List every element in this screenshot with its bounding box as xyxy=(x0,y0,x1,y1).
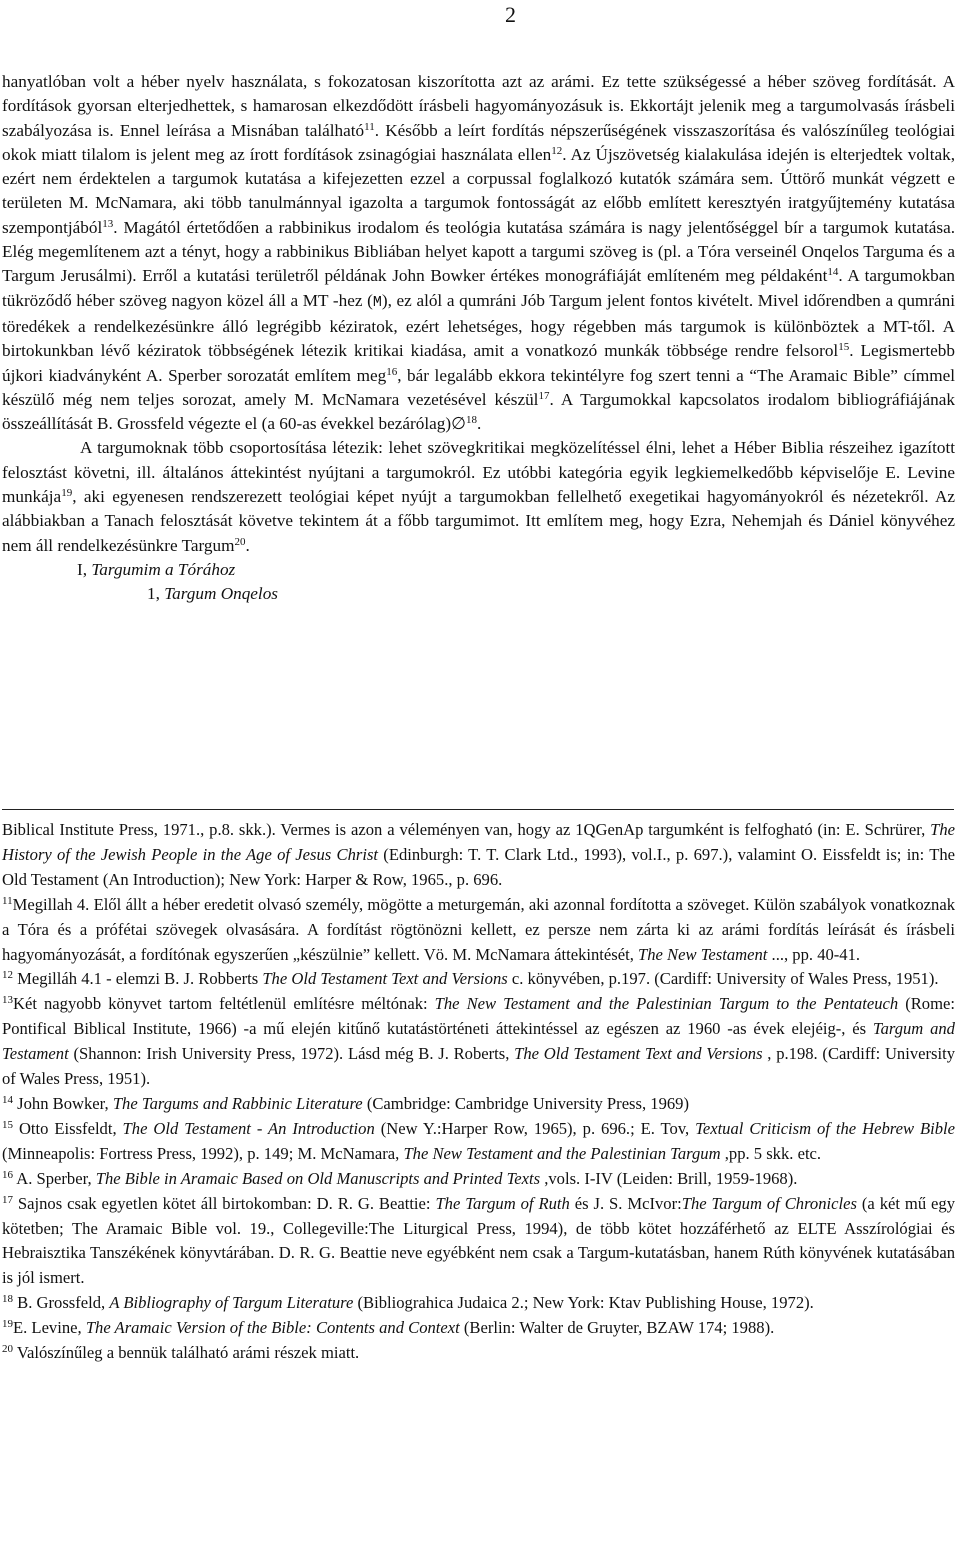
text-run: (New Y.:Harper Row, 1965), p. 696.; E. Tov, xyxy=(374,1118,696,1138)
footnote-ref-20[interactable]: 20 xyxy=(234,535,246,548)
footnote-ref-12[interactable]: 12 xyxy=(551,144,563,157)
book-title: The Targum of Ruth xyxy=(435,1193,570,1213)
book-title: Textual Criticism of the Hebrew Bible xyxy=(695,1118,955,1138)
book-title: The Old Testament Text and Versions xyxy=(514,1044,763,1064)
footnote-15 xyxy=(2,1117,955,1167)
text-run: hanyatlóban volt a héber nyelv használata, s fokozatosan kiszorította azt az arámi. Ez tette szükségessé a héber szöveg fordítását. A fordítások gyorsan elterjedhettek, s hamarosan elkezdődött írásbeli hagyományozásuk is. Ekkortájt jelenik meg a targumolvasás írásbeli szabályozása is. Ennel leírása a Misnában található xyxy=(2,72,955,140)
paragraph-1 xyxy=(2,70,955,436)
book-title: The Targums and Rabbinic Literature xyxy=(112,1093,363,1113)
text-run: Sajnos csak egyetlen kötet áll birtokomban: D. R. G. Beattie: xyxy=(13,1193,436,1213)
text-run: c. könyvében, p.197. (Cardiff: University of Wales Press, 1951). xyxy=(507,969,939,989)
text-run: Megilláh 4.1 - elemzi B. J. Robberts xyxy=(13,969,263,989)
section-heading xyxy=(2,558,955,582)
book-title: A Bibliography of Targum Literature xyxy=(109,1293,354,1313)
footnote-continuation xyxy=(2,818,955,893)
book-title: The Old Testament - An Introduction xyxy=(122,1118,375,1138)
page-number: 2 xyxy=(505,2,516,27)
footnote-ref-16[interactable]: 16 xyxy=(386,365,398,378)
text-run: John Bowker, xyxy=(13,1093,113,1113)
text-run: A targumoknak több csoportosítása létezik: lehet szövegkritikai megközelítéssel élni, lehet a Héber Biblia részeihez igazított felosztást követni, ill. általános áttekintést nyújtani a targumokról. Ez utóbbi kategória egyik legkiemelkedőbb képviselője E. Levine munkája xyxy=(2,438,955,507)
footnote-ref-17[interactable]: 17 xyxy=(538,389,550,402)
footnote-13 xyxy=(2,992,955,1092)
text-run: . Később a leírt fordítás népszerűségének visszaszorítása és valószínűleg teológiai okok miatt tilalom is jelent meg az írott fordítások zsinagógiai használata ellen xyxy=(2,120,955,164)
footnote-12 xyxy=(2,967,955,992)
footnote-number: 15 xyxy=(2,1118,13,1131)
footnote-separator xyxy=(2,809,954,810)
text-run: (Minneapolis: Fortress Press, 1992), p. 149; M. McNamara, xyxy=(2,1143,404,1163)
footnote-18 xyxy=(2,1291,955,1316)
footnote-17 xyxy=(2,1192,955,1292)
heading-title: Targum Onqelos xyxy=(164,584,278,604)
text-run: ), ez alól a qumráni Jób Targum jelent fontos kivételt. Mivel időrendben a qumráni töredékek a rendelkezésünkre álló legrégibb kéziratok, ezért lehetséges, hogy régebben más targumok is különböztek a MT-től. A birtokunkban lévő kéziratok többségének létezik kritikai kiadása, amit a vonatkozó munkák többsége rendre felsorol xyxy=(2,290,956,361)
heading-number: I, xyxy=(77,559,92,579)
text-run: A. Sperber, xyxy=(13,1168,96,1188)
text-run: . Az Újszövetség kialakulása idején is elterjedtek voltak, ezért nem érdektelen a targumok kutatása a kifejezetten ezzel a corpussal foglalkozó kutatók számára sem. Úttörő munkát végzett e területen M. McNamara, aki több tanulmánnyal igazolta a targumok fontosságát az előbb említett keresztyén iratgyűjtemény kutatása szempontjából xyxy=(2,144,955,237)
footnote-number: 13 xyxy=(2,994,13,1007)
text-run: . A targumokban tükröződő héber szöveg nagyon közel áll a MT -hez ( xyxy=(2,266,955,310)
text-run: , aki egyenesen rendszerezett teológiai képet nyújt a targumokban fellelhető exegetikai hagyományokról és nézetekről. Az alábbiakban a Tanach felosztását követve tekintem át a főbb targumimot. Itt említem meg, hogy Ezra, Nehemjah és Dániel könyvéhez nem áll rendelkezésünkre Targum xyxy=(2,487,955,555)
footnote-20 xyxy=(2,1341,955,1366)
text-run: (a két mű egy kötetben; The Aramaic Bible vol. 19., Collegeville:The Liturgical Press, 1994), de több kötet hozzáférhető az ELTE Asszírológiai és Hebraisztika Tanszékének könyvtárában. D. R. G. Beattie neve egyébként nem csak a Targum-kutatásban, hanem Rúth könyvének kutatásában is jól ismert. xyxy=(2,1193,956,1288)
footnote-ref-14[interactable]: 14 xyxy=(827,266,839,279)
book-title: The Aramaic Version of the Bible: Contents and Context xyxy=(85,1318,460,1338)
text-run: Két nagyobb könyvet tartom feltétlenül említésre méltónak: xyxy=(13,994,435,1014)
text-run: . Legismertebb újkori kiadványként A. Sperber sorozatát említem meg xyxy=(2,341,955,385)
book-title: The Bible in Aramaic Based on Old Manuscripts and Printed Texts xyxy=(95,1168,541,1188)
footnote-14 xyxy=(2,1092,955,1117)
text-run: (Edinburgh: T. T. Clark Ltd., 1993), vol.I., p. 697.), valamint O. Eissfeldt is; in: The Old Testament (An Introduction); New York: Harper & Row, 1965., p. 696. xyxy=(2,844,955,889)
footnote-ref-15[interactable]: 15 xyxy=(838,341,850,354)
footnote-16 xyxy=(2,1167,955,1192)
text-run: (Cambridge: Cambridge University Press, 1969) xyxy=(362,1093,689,1113)
text-run: (Shannon: Irish University Press, 1972). Lásd még B. J. Roberts, xyxy=(68,1044,515,1064)
footnote-number: 12 xyxy=(2,969,13,982)
footnote-number: 20 xyxy=(2,1343,13,1356)
footnote-number: 18 xyxy=(2,1293,13,1306)
text-run: E. Levine, xyxy=(13,1318,86,1338)
text-run: (Bibliograhica Judaica 2.; New York: Ktav Publishing House, 1972). xyxy=(353,1293,814,1313)
text-run: Megillah 4. Elől állt a héber eredetit olvasó személy, mögötte a meturgemán, aki azonnal fordította a szöveget. Külön szabályok vonatkoznak a Tóra és a prófétai szövegek olvasására. A fordítást rögtönözni kellett, ez persze nem zárta ki az arámi fordítás leírását és írásbeli hagyományozását, a fordítónak egyszerűen „készülnie” kellett. Vö. M. McNamara áttekintését, xyxy=(2,894,955,964)
book-title: Targum and Testament xyxy=(2,1019,955,1064)
footnote-number: 19 xyxy=(2,1318,13,1331)
subsection-heading xyxy=(2,582,955,606)
book-title: The Targum of Chronicles xyxy=(681,1193,857,1213)
footnote-number: 16 xyxy=(2,1168,13,1181)
text-run: és J. S. McIvor: xyxy=(569,1193,682,1213)
text-run: ,vols. I-IV (Leiden: Brill, 1959-1968). xyxy=(540,1168,798,1188)
footnote-ref-13[interactable]: 13 xyxy=(102,217,114,230)
text-run: . Magától értetődően a rabbinikus irodalom és teológia kutatása számára is nagy jelentőséggel bír a targumok kutatása. Elég megemlítenem azt a tényt, hogy a rabbinikus Bibliában helyet kapott a targumi szöveg is (pl. a Tóra verseinél Onqelos Targuma és a Targum Jerusálmi). Erről a kutatási területről példának John Bowker értékes monográfiáját említeném meg példaként xyxy=(2,217,955,286)
main-text xyxy=(2,70,955,607)
book-title: The History of the Jewish People in the Age of Jesus Christ xyxy=(2,820,955,864)
book-title: The New Testament and the Palestinian Targum xyxy=(403,1143,721,1163)
text-run: Valószínűleg a bennük található arámi részek miatt. xyxy=(13,1343,360,1363)
text-run: . A Targumokkal kapcsolatos irodalom bibliográfiájának összeállítását B. Grossfeld végezte el (a 60-as évekkel bezárólag)∅ xyxy=(2,389,955,434)
footnote-number: 17 xyxy=(2,1193,13,1206)
footnote-11 xyxy=(2,893,955,968)
footnote-number: 11 xyxy=(2,894,13,907)
heading-title: Targumim a Tórához xyxy=(91,559,236,579)
footnote-19 xyxy=(2,1316,955,1341)
text-run: (Berlin: Walter de Gruyter, BZAW 174; 1988). xyxy=(459,1318,775,1338)
masoretic-symbol: M xyxy=(372,293,382,311)
footnote-ref-18[interactable]: 18 xyxy=(466,414,478,427)
text-run: B. Grossfeld, xyxy=(13,1293,110,1313)
text-run: , bár legalább ekkora tekintélyre fog szert tenni a “The Aramaic Bible” címmel készülő még nem teljes sorozat, amely M. McNamara vezetésével készül xyxy=(2,365,955,409)
book-title: The Old Testament Text and Versions xyxy=(262,969,508,989)
text-run: . xyxy=(245,535,250,555)
book-title: The New Testament and the Palestinian Targum to the Pentateuch xyxy=(434,994,899,1014)
heading-number: 1, xyxy=(147,584,165,604)
book-title: The New Testament xyxy=(638,944,768,964)
text-run: ..., pp. 40-41. xyxy=(767,944,861,964)
text-run: ,pp. 5 skk. etc. xyxy=(720,1143,822,1163)
footnotes xyxy=(2,818,955,1366)
text-run: Biblical Institute Press, 1971., p.8. skk.). Vermes is azon a véleményen van, hogy az 1QGenAp targumként is felfogható (in: E. Schrürer, xyxy=(2,820,931,839)
text-run: (Rome: Pontifical Biblical Institute, 1966) -a mű elején kitűnő kutatástörténeti áttekintéssel az egészen az 1960 -as évek elejéig-, és xyxy=(2,994,955,1039)
footnote-ref-11[interactable]: 11 xyxy=(364,120,375,133)
footnote-ref-19[interactable]: 19 xyxy=(61,487,73,500)
text-run: Otto Eissfeldt, xyxy=(13,1118,123,1138)
text-run: . xyxy=(477,414,482,434)
paragraph-2 xyxy=(2,436,955,557)
text-run: , p.198. (Cardiff: University of Wales Press, 1951). xyxy=(2,1044,955,1089)
footnote-number: 14 xyxy=(2,1093,13,1106)
